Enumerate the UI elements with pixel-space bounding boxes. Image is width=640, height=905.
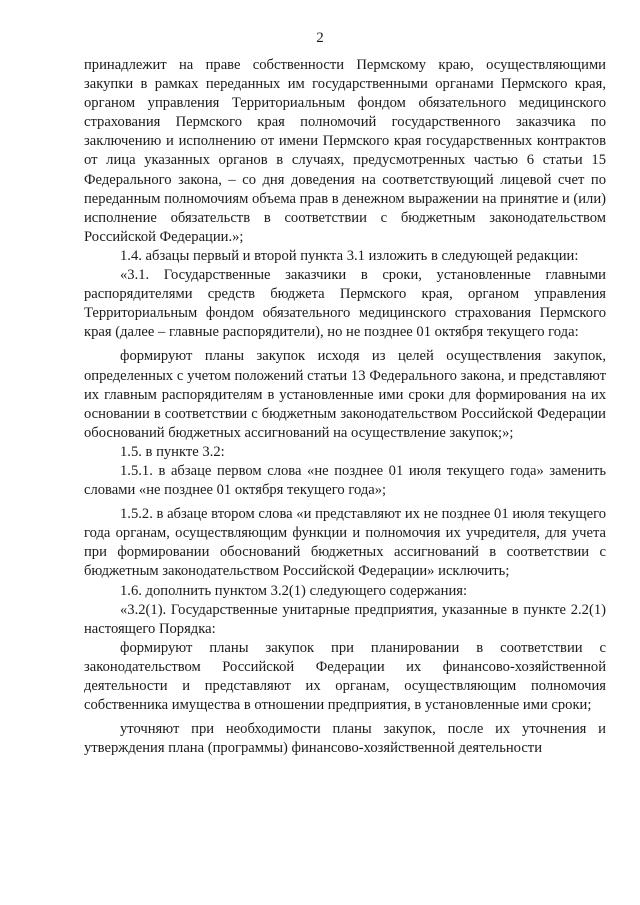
paragraph-1-5-2: 1.5.2. в абзаце втором слова «и представляют их не позднее 01 июля текущего года органам, осуществляющим функции и полномочия их учредителя, для учета при формировании обоснований бюджетных ассигнований в соответствии с бюджетным законодательством Российской Федерации» исключить; <box>84 506 606 580</box>
paragraph-3-2-1-quote: «3.2(1). Государственные унитарные предприятия, указанные в пункте 2.2(1) настоящего Порядка: <box>84 601 606 637</box>
paragraph-1-5-1: 1.5.1. в абзаце первом слова «не позднее 01 июля текущего года» заменить словами «не позднее 01 октября текущего года»; <box>84 462 606 499</box>
paragraph-continuation: принадлежит на праве собственности Пермскому краю, осуществляющими закупки в рамках переданных им государственными органами Пермского края, органом управления Территориальным фондом обязательного медицинского страхования Пермского края полномочий государственного заказчика по заключению и исполнению от имени Пермского края государственных контрактов от лица указанных органов в случаях, предусмотренных частью 6 статьи 15 Федерального закона, – со дня доведения на соответствующий лицевой счет по переданным полномочиям объема прав в денежном выражении на принятие и (или) исполнение обязательств в соответствии с бюджетным законодательством Российской Федерации.»; <box>84 57 606 245</box>
document-body <box>84 56 606 758</box>
paragraph-form-plans: формируют планы закупок исходя из целей осуществления закупок, определенных с учетом положений статьи 13 Федерального закона, и представляют их главным распорядителям в установленные ими сроки для формирования на их основании в соответствии с бюджетным законодательством Российской Федерации обоснований бюджетных ассигнований на осуществление закупок;»; <box>84 348 606 441</box>
paragraph-form-plans-unitary: формируют планы закупок при планировании в соответствии с законодательством Российской Федерации их финансово-хозяйственной деятельности и представляют их органам, осуществляющим полномочия собственника имущества в отношении предприятия, в установленные ими сроки; <box>84 639 606 714</box>
paragraph-1-5: 1.5. в пункте 3.2: <box>120 443 225 460</box>
paragraph-3-1-quote: «3.1. Государственные заказчики в сроки, установленные главными распорядителями средств бюджета Пермского края, органом управления Территориальным фондом обязательного медицинского страхования Пермского края (далее – главные распорядители), но не позднее 01 октября текущего года: <box>84 267 606 341</box>
page-number: 2 <box>316 30 324 46</box>
paragraph-1-4: 1.4. абзацы первый и второй пункта 3.1 изложить в следующей редакции: <box>120 247 579 264</box>
paragraph-1-6: 1.6. дополнить пунктом 3.2(1) следующего содержания: <box>120 582 468 599</box>
paragraph-clarify-plans: уточняют при необходимости планы закупок, после их уточнения и утверждения плана (программы) финансово-хозяйственной деятельности <box>84 721 606 757</box>
